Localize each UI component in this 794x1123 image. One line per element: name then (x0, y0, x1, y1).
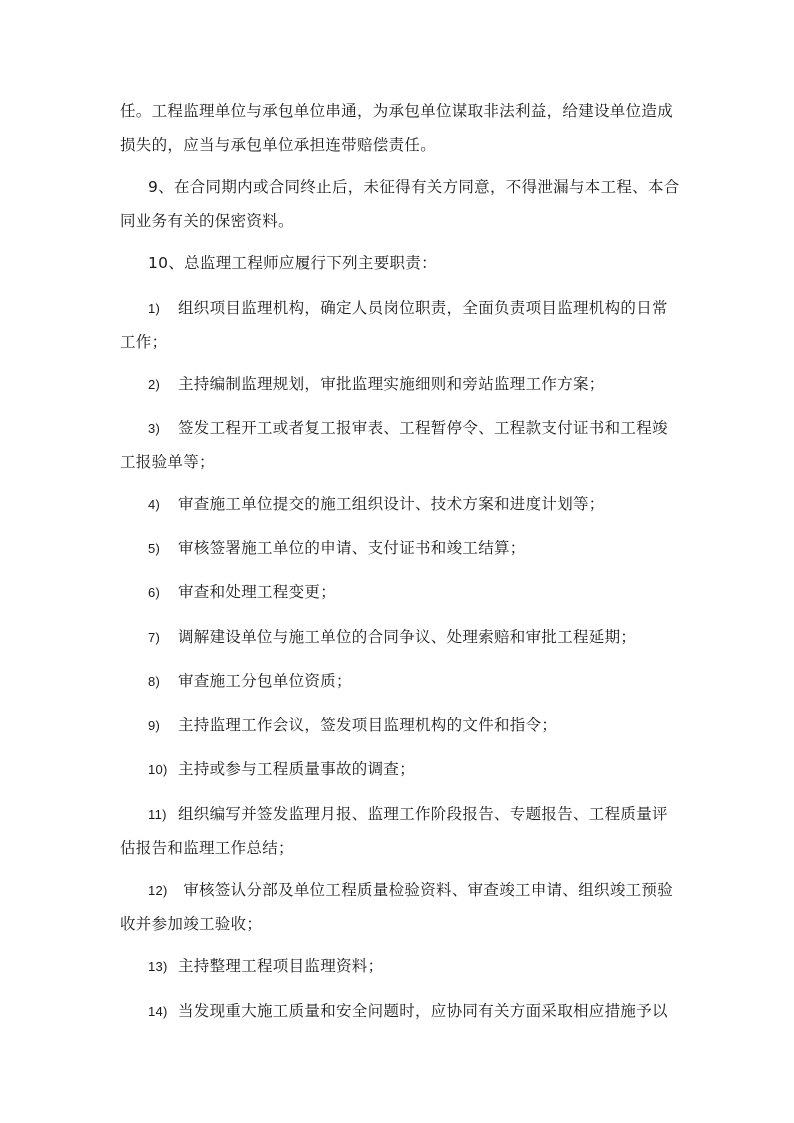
duty-item-10 (120, 752, 680, 786)
duty-item-3 (120, 411, 680, 479)
duty-item-11-line-2: 估报告和监理工作总结； (120, 839, 294, 857)
duty-item-12-number: 12) (148, 883, 168, 898)
duty-item-2-text: 主持编制监理规划，审批监理实施细则和旁站监理工作方案； (178, 375, 605, 393)
duty-item-5 (120, 531, 680, 565)
duty-item-12 (120, 873, 680, 941)
duty-item-7-line-1 (120, 620, 680, 654)
duty-item-1 (120, 291, 680, 359)
duty-item-1-line-1 (120, 291, 680, 325)
intro-paragraph (120, 94, 680, 162)
clause-9-line-1 (120, 170, 680, 204)
intro-line-1: 任。工程监理单位与承包单位串通，为承包单位谋取非法利益，给建设单位造成 (120, 102, 674, 120)
duty-item-6-text: 审查和处理工程变更； (178, 583, 337, 601)
duty-item-9-line-1 (120, 708, 680, 742)
duty-item-6-number: 6) (148, 585, 161, 600)
duty-item-7-number: 7) (148, 630, 161, 645)
duty-item-11-number: 11) (148, 807, 167, 822)
duty-item-5-number: 5) (148, 541, 161, 556)
duty-item-13 (120, 949, 680, 983)
clause-9-line-2: 同业务有关的保密资料。 (120, 212, 294, 230)
duty-item-8-number: 8) (148, 674, 161, 689)
duty-item-14-text: 当发现重大施工质量和安全问题时，应协同有关方面采取相应措施予以 (178, 1002, 668, 1020)
duty-item-3-text: 签发工程开工或者复工报审表、工程暂停令、工程款支付证书和工程竣 (178, 419, 668, 437)
duty-item-8 (120, 664, 680, 698)
duty-item-5-line-1 (120, 531, 680, 565)
duty-item-14-number: 14) (148, 1004, 168, 1019)
duty-item-10-line-1 (120, 752, 680, 786)
duty-item-2-number: 2) (148, 377, 161, 392)
duty-item-9-text: 主持监理工作会议，签发项目监理机构的文件和指令； (178, 716, 558, 734)
clause-9-text-1: 9、在合同期内或合同终止后，未征得有关方同意，不得泄漏与本工程、本合 (148, 178, 680, 196)
duty-item-7 (120, 620, 680, 654)
duty-item-10-number: 10) (148, 762, 168, 777)
clause-9-paragraph (120, 170, 680, 238)
duty-item-4-number: 4) (148, 497, 161, 512)
clause-10-heading (120, 246, 680, 280)
duty-item-2 (120, 367, 680, 401)
duty-item-3-line-2: 工报验单等； (120, 453, 215, 471)
duty-item-3-line-1 (120, 411, 680, 445)
duty-item-6-line-1 (120, 575, 680, 609)
duty-item-11-line-1 (120, 797, 680, 831)
intro-line-2: 损失的，应当与承包单位承担连带赔偿责任。 (120, 136, 437, 154)
duty-item-7-text: 调解建设单位与施工单位的合同争议、处理索赔和审批工程延期； (178, 628, 637, 646)
duty-item-1-number: 1) (148, 301, 161, 316)
duty-item-14-line-1 (120, 994, 680, 1028)
duty-item-1-line-2: 工作； (120, 333, 168, 351)
duty-item-13-text: 主持整理工程项目监理资料； (178, 957, 384, 975)
duty-item-8-text: 审查施工分包单位资质； (178, 672, 352, 690)
duty-item-4-text: 审查施工单位提交的施工组织设计、技术方案和进度计划等； (178, 495, 605, 513)
duty-item-3-number: 3) (148, 421, 161, 436)
duty-item-9 (120, 708, 680, 742)
duty-item-2-line-1 (120, 367, 680, 401)
duty-item-10-text: 主持或参与工程质量事故的调查； (178, 760, 416, 778)
duty-item-8-line-1 (120, 664, 680, 698)
duty-item-4 (120, 487, 680, 521)
duty-item-12-text: 审核签认分部及单位工程质量检验资料、审查竣工申请、组织竣工预验 (178, 881, 674, 899)
duty-item-12-line-2: 收并参加竣工验收； (120, 915, 263, 933)
duty-item-13-number: 13) (148, 959, 168, 974)
duty-item-4-line-1 (120, 487, 680, 521)
duty-item-11 (120, 797, 680, 865)
duty-item-13-line-1 (120, 949, 680, 983)
clause-10-line (120, 246, 680, 280)
clause-10-text: 10、总监理工程师应履行下列主要职责： (148, 254, 437, 272)
duty-item-12-line-1 (120, 873, 680, 907)
duty-item-9-number: 9) (148, 718, 161, 733)
duty-item-11-text: 组织编写并签发监理月报、监理工作阶段报告、专题报告、工程质量评 (178, 805, 668, 823)
duty-item-5-text: 审核签署施工单位的申请、支付证书和竣工结算； (178, 539, 526, 557)
duty-item-6 (120, 575, 680, 609)
duty-item-1-text: 组织项目监理机构，确定人员岗位职责，全面负责项目监理机构的日常 (178, 299, 668, 317)
duty-item-14 (120, 994, 680, 1028)
